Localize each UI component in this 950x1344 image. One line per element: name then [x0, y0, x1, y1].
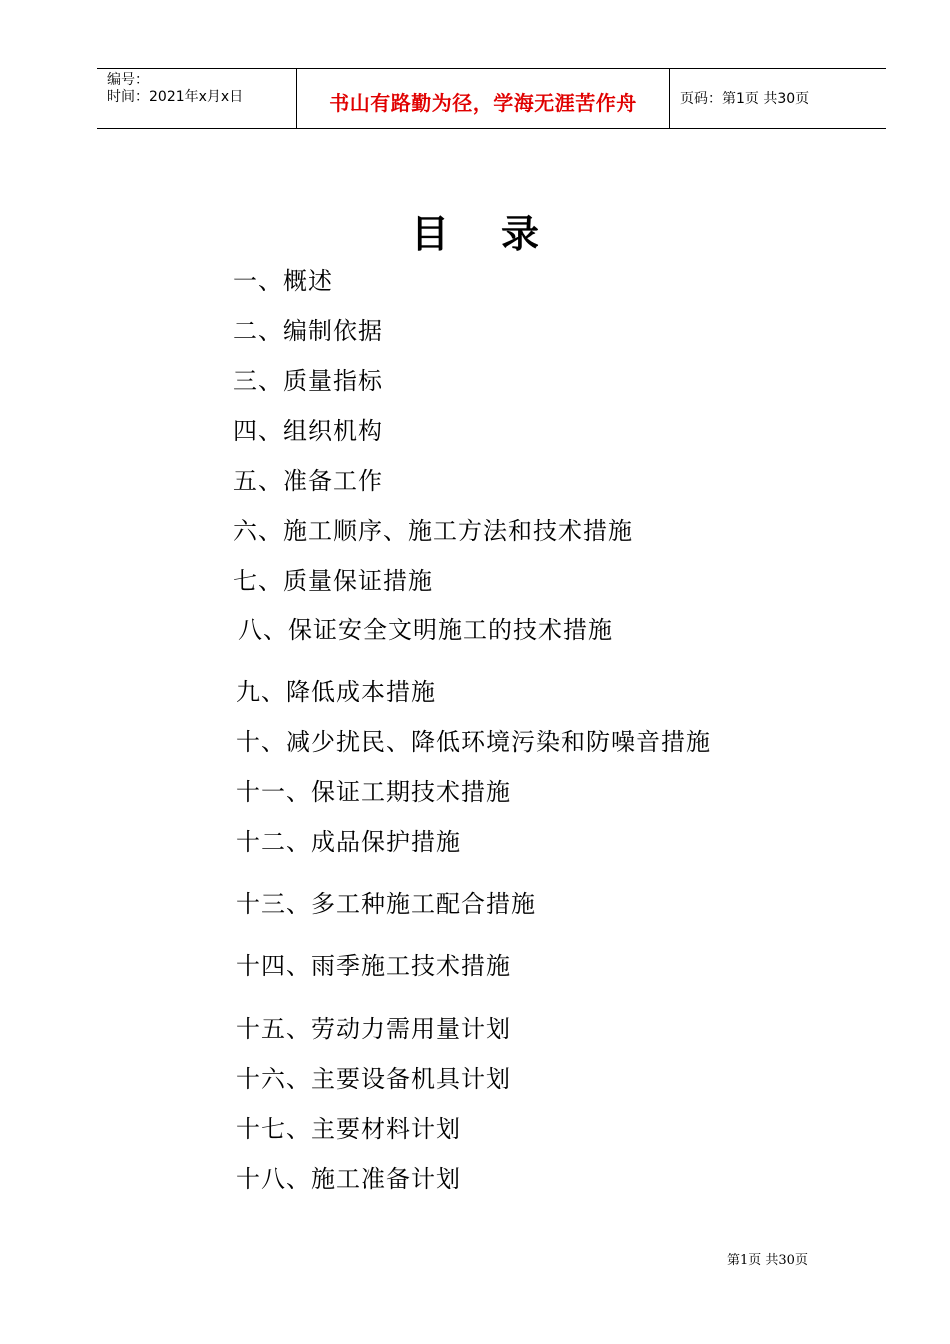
toc-item: 五、准备工作 — [233, 467, 383, 495]
doc-number-label: 编号： — [107, 72, 149, 88]
toc-item: 七、质量保证措施 — [233, 567, 433, 595]
header-motto: 书山有路勤为径，学海无涯苦作舟 — [329, 91, 637, 115]
toc-item: 十五、劳动力需用量计划 — [236, 1015, 511, 1043]
header-info-cell — [97, 69, 297, 128]
page-footer: 第1页 共30页 — [727, 1253, 808, 1268]
page-header — [97, 68, 886, 129]
toc-item: 十六、主要设备机具计划 — [236, 1065, 511, 1093]
toc-item: 一、概述 — [233, 267, 333, 295]
toc-item: 四、组织机构 — [233, 417, 383, 445]
toc-item: 八、保证安全文明施工的技术措施 — [238, 616, 613, 644]
header-motto-cell — [297, 69, 670, 128]
toc-item: 十一、保证工期技术措施 — [236, 778, 511, 806]
header-page-cell — [670, 69, 886, 128]
toc-item: 十、减少扰民、降低环境污染和防噪音措施 — [236, 728, 711, 756]
doc-time-label: 时间：2021年x月x日 — [107, 89, 244, 105]
toc-item: 十二、成品保护措施 — [236, 828, 461, 856]
toc-item: 十七、主要材料计划 — [236, 1115, 461, 1143]
page-title: 目录 — [410, 211, 591, 256]
toc-item: 六、施工顺序、施工方法和技术措施 — [233, 517, 633, 545]
toc-item: 十三、多工种施工配合措施 — [236, 890, 536, 918]
toc-item: 三、质量指标 — [233, 367, 383, 395]
toc-item: 十四、雨季施工技术措施 — [236, 952, 511, 980]
toc-item: 二、编制依据 — [233, 317, 383, 345]
header-page-label: 页码：第1页 共30页 — [680, 91, 810, 107]
toc-item: 九、降低成本措施 — [236, 678, 436, 706]
toc-item: 十八、施工准备计划 — [236, 1165, 461, 1193]
